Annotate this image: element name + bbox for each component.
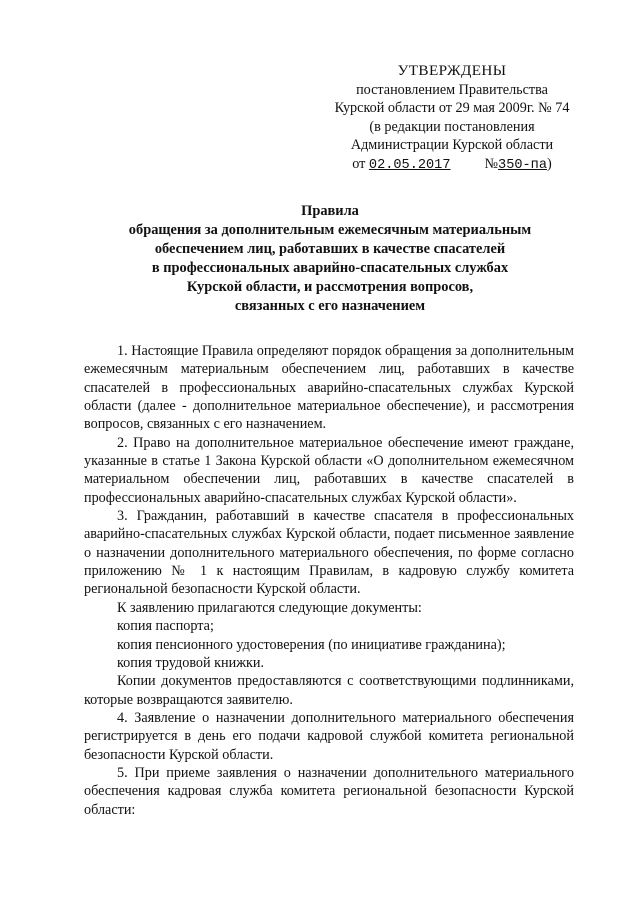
paragraph-1: 1. Настоящие Правила определяют порядок обращения за дополнительным ежемесячным материальным обеспечением лиц, работавших в качестве спасателей в профессиональных аварийно-спасательных службах Курской области (далее - дополнительное материальное обеспечение), и рассмотрения вопросов, связанных с его назначением.: [84, 343, 574, 433]
heading-line: в профессиональных аварийно-спасательных службах: [151, 260, 509, 276]
approval-date: 02.05.2017: [368, 157, 451, 173]
approval-line: Курской области от 29 мая 2009г. № 74: [334, 100, 570, 117]
approval-block: [312, 62, 592, 176]
copies-note: Копии документов предоставляются с соответствующими подлинниками, которые возвращаются заявителю.: [84, 673, 574, 708]
document-body: [84, 342, 574, 819]
approval-title: УТВЕРЖДЕНЫ: [397, 62, 507, 79]
list-item: копия трудовой книжки.: [117, 654, 265, 671]
document-heading: [80, 202, 580, 316]
approval-number: 350-па: [498, 157, 547, 173]
list-item: копия пенсионного удостоверения (по инициативе гражданина);: [117, 636, 506, 653]
date-prefix: от: [352, 155, 366, 172]
paragraph-2: 2. Право на дополнительное материальное обеспечение имеют граждане, указанные в статье 1 Закона Курской области «О дополнительном ежемесячном материальном обеспечении лиц, работавших в качестве спасателей в профессиональных аварийно-спасательных службах Курской области».: [84, 434, 574, 506]
approval-line: Администрации Курской области: [350, 137, 554, 154]
list-item: копия паспорта;: [117, 618, 214, 635]
close-paren: ): [547, 155, 552, 172]
approval-line: (в редакции постановления: [369, 118, 535, 135]
paragraph-5: 5. При приеме заявления о назначении дополнительного материального обеспечения кадровая служба комитета региональной безопасности Курской области:: [84, 764, 574, 818]
approval-date-line: [312, 155, 592, 176]
heading-line: связанных с его назначением: [234, 298, 426, 314]
paragraph-3: 3. Гражданин, работавший в качестве спасателя в профессиональных аварийно-спасательных службах Курской области, подает письменное заявление о назначении дополнительного материального обеспечения, по форме согласно приложению № 1 к настоящим Правилам, в кадровую службу комитета региональной безопасности Курской области.: [84, 508, 574, 598]
paragraph-4: 4. Заявление о назначении дополнительного материального обеспечения регистрируется в день его подачи кадровой службой комитета региональной безопасности Курской области.: [84, 709, 574, 763]
number-prefix: №: [484, 155, 499, 172]
heading-title: Правила: [301, 203, 359, 219]
approval-line: постановлением Правительства: [356, 81, 548, 98]
heading-line: Курской области, и рассмотрения вопросов,: [186, 279, 474, 295]
attachments-intro: К заявлению прилагаются следующие документы:: [117, 599, 422, 616]
heading-line: обеспечением лиц, работавших в качестве спасателей: [154, 241, 506, 257]
heading-line: обращения за дополнительным ежемесячным материальным: [128, 222, 532, 238]
